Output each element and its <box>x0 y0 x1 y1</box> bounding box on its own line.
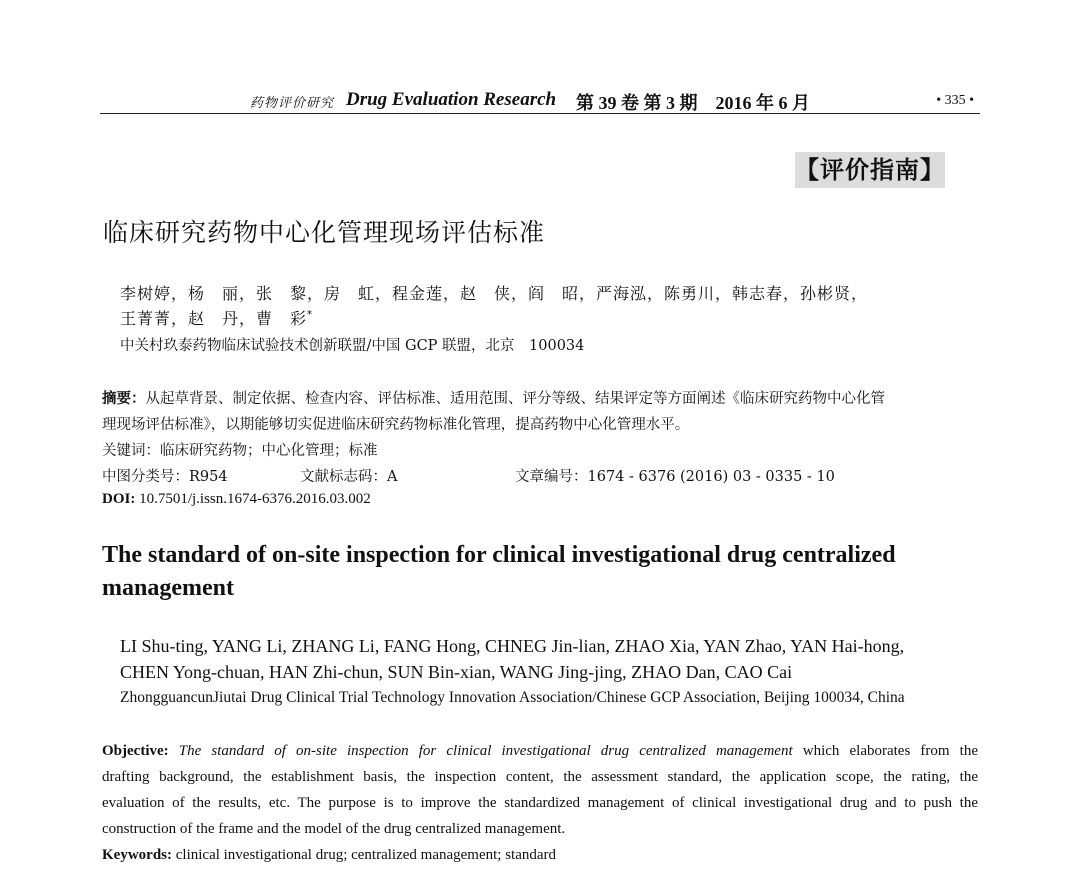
objective-en-line-3: evaluation of the results, etc. The purpose is to improve the standardized management of clinical investigational drug and to push the <box>102 795 978 811</box>
authors-cn-line-2-text: 王菁菁，赵 丹，曹 彩 <box>120 309 308 328</box>
title-en-line-2: management <box>102 575 234 601</box>
authors-en-line-2: CHEN Yong-chuan, HAN Zhi-chun, SUN Bin-xian, WANG Jing-jing, ZHAO Dan, CAO Cai <box>120 662 793 682</box>
title-cn: 临床研究药物中心化管理现场评估标准 <box>103 218 546 247</box>
abstract-cn-text-1: 从起草背景、制定依据、检查内容、评估标准、适用范围、评分等级、结果评定等方面阐述《临床研究药物中心化管 <box>145 391 885 407</box>
article-number-value: 1674 - 6376 (2016) 03 - 0335 - 10 <box>587 469 835 485</box>
clc-value: R954 <box>189 469 228 485</box>
abstract-cn-label: 摘要： <box>102 391 146 407</box>
keywords-en-label: Keywords: <box>102 847 172 863</box>
article-number <box>515 465 835 486</box>
doc-code-value: A <box>387 469 398 485</box>
doc-code-label: 文献标志码： <box>300 469 387 485</box>
issue-info: 第 39 卷 第 3 期 2016 年 6 月 <box>576 93 810 113</box>
header-rule <box>100 113 980 114</box>
journal-cn-logo: 药物评价研究 <box>250 96 335 111</box>
authors-cn-line-2 <box>120 306 313 329</box>
doc-code <box>300 465 397 486</box>
article-number-label: 文章编号： <box>515 469 588 485</box>
page-number: • 335 • <box>936 93 974 108</box>
journal-name: Drug Evaluation Research <box>346 89 557 110</box>
running-header <box>100 88 980 116</box>
authors-en-line-1: LI Shu-ting, YANG Li, ZHANG Li, FANG Hong, CHNEG Jin-lian, ZHAO Xia, YAN Zhao, YAN Hai-hong, <box>120 636 905 656</box>
keywords-cn-text: 临床研究药物；中心化管理；标准 <box>160 443 378 459</box>
doi-value[interactable]: 10.7501/j.issn.1674-6376.2016.03.002 <box>139 491 371 507</box>
affiliation-cn: 中关村玖泰药物临床试验技术创新联盟/中国 GCP 联盟，北京 100034 <box>120 338 585 354</box>
authors-cn-line-1: 李树婷，杨 丽，张 黎，房 虹，程金莲，赵 侠，阎 昭，严海泓，陈勇川，韩志春，孙彬贤， <box>120 284 869 303</box>
column-tag: 【评价指南】 <box>795 152 945 188</box>
objective-label: Objective: <box>102 743 169 759</box>
keywords-en-text: clinical investigational drug; centralized management; standard <box>175 847 557 863</box>
doi-label: DOI: <box>102 491 136 507</box>
corresponding-mark: * <box>307 309 314 321</box>
abstract-cn-line-1 <box>102 387 885 408</box>
objective-italic-title: The standard of on-site inspection for clinical investigational drug centralized management <box>178 743 793 759</box>
clc-number <box>102 465 228 486</box>
objective-en-line-2: drafting background, the establishment basis, the inspection content, the assessment standard, the application scope, the rating, the <box>102 769 978 785</box>
clc-label: 中图分类号： <box>102 469 189 485</box>
objective-line-1-rest: which elaborates from the <box>802 743 979 759</box>
objective-en-line-1 <box>102 743 978 760</box>
doi[interactable] <box>102 491 371 508</box>
keywords-en <box>102 847 556 864</box>
title-en-line-1: The standard of on-site inspection for clinical investigational drug centralized <box>102 542 896 568</box>
keywords-cn <box>102 439 378 460</box>
abstract-cn-line-2: 理现场评估标准》，以期能够切实促进临床研究药物标准化管理，提高药物中心化管理水平。 <box>102 417 690 433</box>
affiliation-en: ZhongguancunJiutai Drug Clinical Trial Technology Innovation Association/Chinese GCP Association, Beijing 100034, China <box>120 689 905 706</box>
objective-en-line-4: construction of the frame and the model of the drug centralized management. <box>102 821 566 837</box>
keywords-cn-label: 关键词： <box>102 443 160 459</box>
